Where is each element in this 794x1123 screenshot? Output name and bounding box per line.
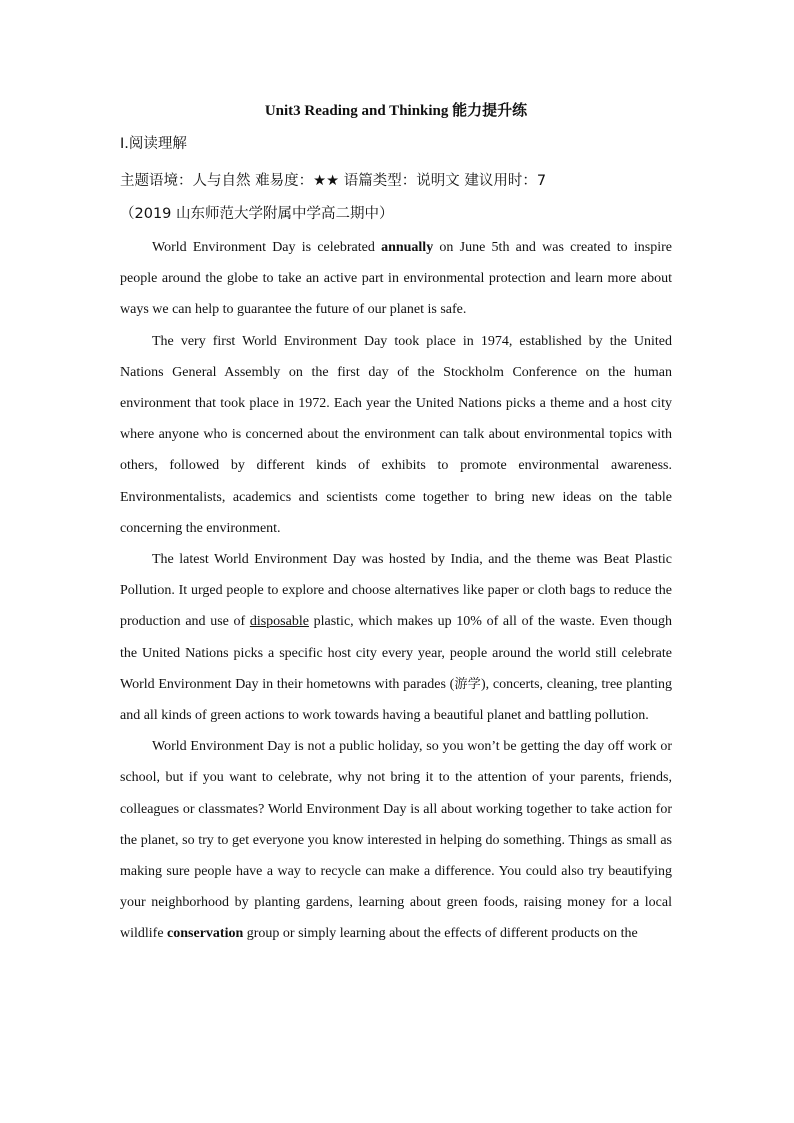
p2-text: The very first World Environment Day took place in 1974, established by the United Nations General Assembly on the first day of the Stockholm Conference on the human environment that took place in 1972. Each year the United Nations picks a theme and a host city where anyone who is concerned about the environment can talk about environmental topics with others, followed by different kinds of exhibits to promote environmental awareness. Environmentalists, academics and scientists come together to bring new ideas on the table concerning the environment. xyxy=(120,333,672,536)
paragraph-3 xyxy=(120,544,672,731)
keyword-conservation: conservation xyxy=(167,926,244,942)
paragraph-4 xyxy=(120,731,672,949)
section-heading: I.阅读理解 xyxy=(120,136,187,152)
p3-text-c: ), concerts, cleaning, tree planting and all kinds of green actions to work towards having a beautiful planet and battling pollution. xyxy=(120,676,672,724)
title-text: Unit3 Reading and Thinking 能力提升练 xyxy=(264,103,528,119)
keyword-disposable: disposable xyxy=(249,614,309,630)
page-title xyxy=(120,101,672,121)
paragraph-1 xyxy=(120,232,672,326)
source-note: （2019 山东师范大学附属中学高二期中） xyxy=(120,206,394,222)
p3-text-a: The latest World Environment Day was hosted by India, and the theme was Beat Plastic Pollution. It urged people to explore and choose alternatives like paper or cloth bags to reduce the production and use of xyxy=(120,552,672,630)
p4-text-b: group or simply learning about the effects of different products on the xyxy=(243,926,638,942)
p1-text-a: World Environment Day is celebrated xyxy=(152,240,382,255)
paragraph-2 xyxy=(120,326,672,544)
keyword-annually: annually xyxy=(381,240,434,255)
p3-text-b: plastic, which makes up 10% of all of the waste. Even though the United Nations picks a specific host city every year, people around the world still celebrate World Environment Day in their hometowns with parades ( xyxy=(120,614,673,692)
p4-text-a: World Environment Day is not a public holiday, so you won’t be getting the day off work or school, but if you want to celebrate, why not bring it to the attention of your parents, friends, colleagues or classmates? World Environment Day is all about working together to take action for the planet, so try to get everyone you know interested in helping do something. Things as small as making sure people have a way to recycle can make a difference. You could also try beautifying your neighborhood by planting gardens, learning about green foods, raising money for a local wildlife xyxy=(120,739,672,942)
passage xyxy=(120,232,672,950)
p1-text-b: on June 5th and was created to inspire people around the globe to take an active part in environmental protection and learn more about ways we can help to guarantee the future of our planet is safe. xyxy=(120,240,672,318)
p3-cn-gloss: 游学 xyxy=(454,676,481,692)
meta-info: 主题语境：人与自然 难易度：★★ 语篇类型：说明文 建议用时：7 xyxy=(120,173,547,189)
